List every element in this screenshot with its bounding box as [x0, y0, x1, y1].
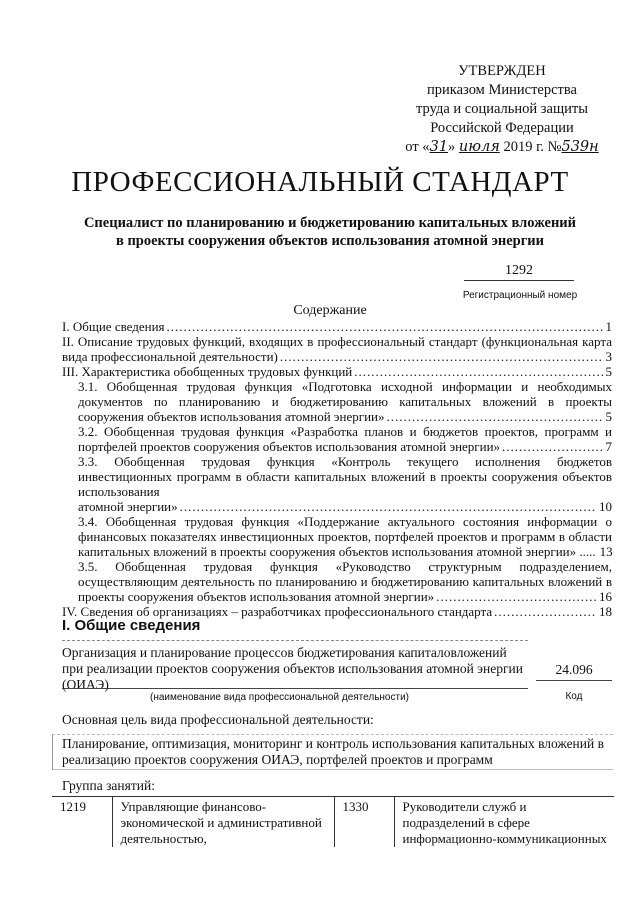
- toc-item: [62, 334, 612, 364]
- toc-page-number: 1: [605, 319, 612, 334]
- date-mid: »: [448, 139, 459, 155]
- table-row: [52, 797, 614, 848]
- toc-page-number: 16: [599, 589, 612, 604]
- occupation-group-table: [52, 796, 614, 847]
- approval-line: Российской Федерации: [430, 120, 574, 136]
- toc-item: [62, 559, 612, 604]
- toc-item: [62, 424, 612, 454]
- toc-item-lastline: [62, 319, 612, 334]
- toc-item-lastline: [62, 349, 612, 364]
- toc-page-number: 18: [599, 604, 612, 619]
- toc-item-label: портфелей проектов сооружения объектов использования атомной энергии»: [78, 439, 501, 454]
- toc-page-number: 10: [599, 499, 612, 514]
- goal-text: Планирование, оптимизация, мониторинг и контроль использования капитальных вложений в реализацию проектов сооружения ОИАЭ, портфелей проектов и программ: [62, 736, 604, 767]
- toc-item-lastline: [62, 544, 612, 559]
- toc-page-number: 13: [599, 544, 613, 559]
- toc-leader-dots: [280, 349, 604, 364]
- toc-item-lastline: [62, 589, 612, 604]
- toc-item-label: III. Характеристика обобщенных трудовых функций: [62, 364, 353, 379]
- group-code: 1219: [52, 797, 112, 848]
- document-subtitle: [40, 214, 620, 250]
- table-of-contents: [62, 319, 612, 619]
- toc-item-label: IV. Сведения об организациях – разработчиках профессионального стандарта: [62, 604, 493, 619]
- toc-page-number: 3: [605, 349, 612, 364]
- toc-item: [62, 364, 612, 379]
- registration-label: Регистрационный номер: [462, 290, 578, 301]
- approval-line: УТВЕРЖДЕН: [458, 63, 546, 79]
- toc-item: [62, 454, 612, 514]
- toc-leader-dots: [436, 589, 597, 604]
- approval-line: приказом Министерства: [427, 82, 577, 98]
- toc-item-lastline: [62, 364, 612, 379]
- toc-item-text: II. Описание трудовых функций, входящих в профессиональный стандарт (функциональная карта: [62, 334, 612, 349]
- toc-page-number: 7: [605, 439, 612, 454]
- date-month: июля: [458, 139, 500, 155]
- subtitle-line: в проекты сооружения объектов использования атомной энергии: [116, 233, 544, 249]
- toc-leader-dots: [180, 499, 597, 514]
- toc-item-lastline: [62, 499, 612, 514]
- group-name: Управляющие финансово-экономической и административной деятельностью,: [112, 797, 334, 848]
- activity-name-caption: (наименование вида профессиональной деятельности): [150, 692, 409, 703]
- toc-item: [62, 514, 612, 559]
- toc-item-text: 3.3. Обобщенная трудовая функция «Контроль текущего исполнения бюджетов инвестиционных программ в области капитальных вложений в проекты сооружения объектов использования: [78, 454, 612, 499]
- registration-number: 1292: [464, 262, 574, 281]
- toc-leader-dots: [502, 439, 603, 454]
- subtitle-line: Специалист по планированию и бюджетированию капитальных вложений: [83, 215, 577, 231]
- date-year: 2019 г. №: [499, 139, 562, 155]
- toc-heading: Содержание: [293, 303, 367, 318]
- toc-leader-dots: [167, 319, 604, 334]
- toc-item-lastline: [62, 439, 612, 454]
- document-title: ПРОФЕССИОНАЛЬНЫЙ СТАНДАРТ: [71, 166, 569, 198]
- toc-item-label: проекты сооружения объектов использования атомной энергии»: [78, 589, 435, 604]
- toc-item-text: 3.5. Обобщенная трудовая функция «Руководство структурным подразделением, осуществляющим деятельность по планированию и бюджетированию капитальных вложений в: [78, 559, 612, 589]
- toc-leader-dots: [354, 364, 603, 379]
- toc-leader-dots: [386, 409, 603, 424]
- toc-item-label: вида профессиональной деятельности): [62, 349, 278, 364]
- group-code: 1330: [334, 797, 394, 848]
- toc-page-number: 5: [605, 409, 612, 424]
- date-prefix: от «: [405, 139, 430, 155]
- toc-item-lastline: [62, 409, 612, 424]
- approval-block: [392, 62, 612, 157]
- divider: [62, 688, 528, 689]
- approval-line: труда и социальной защиты: [416, 101, 588, 117]
- toc-item-label: I. Общие сведения: [62, 319, 165, 334]
- group-label: Группа занятий:: [62, 778, 155, 793]
- toc-item-label: сооружения объектов использования атомной энергии»: [78, 409, 385, 424]
- activity-name: Организация и планирование процессов бюджетирования капиталовложений при реализации проектов сооружения объектов использования атомной энергии (ОИАЭ): [62, 645, 523, 692]
- code-caption: Код: [565, 691, 583, 702]
- toc-item-text: 3.4. Обобщенная трудовая функция «Поддержание актуального состояния информации о финансовых показателях инвестиционных проектов, портфелей проектов и программ в области: [78, 514, 612, 544]
- goal-label: Основная цель вида профессиональной деятельности:: [62, 712, 374, 727]
- order-number: 539н: [561, 139, 599, 155]
- toc-item-text: 3.2. Обобщенная трудовая функция «Разработка планов и бюджетов проектов, программ и: [78, 424, 612, 439]
- toc-page-number: 5: [605, 364, 612, 379]
- divider: [62, 640, 528, 641]
- activity-code: 24.096: [555, 662, 593, 677]
- toc-item: [62, 319, 612, 334]
- divider: [536, 680, 612, 681]
- toc-item-label: капитальных вложений в проекты сооружения объектов использования атомной энергии» .....: [78, 544, 596, 559]
- date-day: 31: [429, 139, 449, 155]
- approval-date-line: [392, 138, 612, 157]
- toc-leader-dots: [494, 604, 597, 619]
- group-name: Руководители служб и подразделений в сфере информационно-коммуникационных: [394, 797, 614, 848]
- toc-item-label: атомной энергии»: [78, 499, 178, 514]
- section-heading: I. Общие сведения: [62, 617, 201, 634]
- toc-item: [62, 379, 612, 424]
- toc-item-text: 3.1. Обобщенная трудовая функция «Подготовка исходной информации и необходимых документов по планированию и бюджетированию капитальных вложений в проекты: [78, 379, 612, 409]
